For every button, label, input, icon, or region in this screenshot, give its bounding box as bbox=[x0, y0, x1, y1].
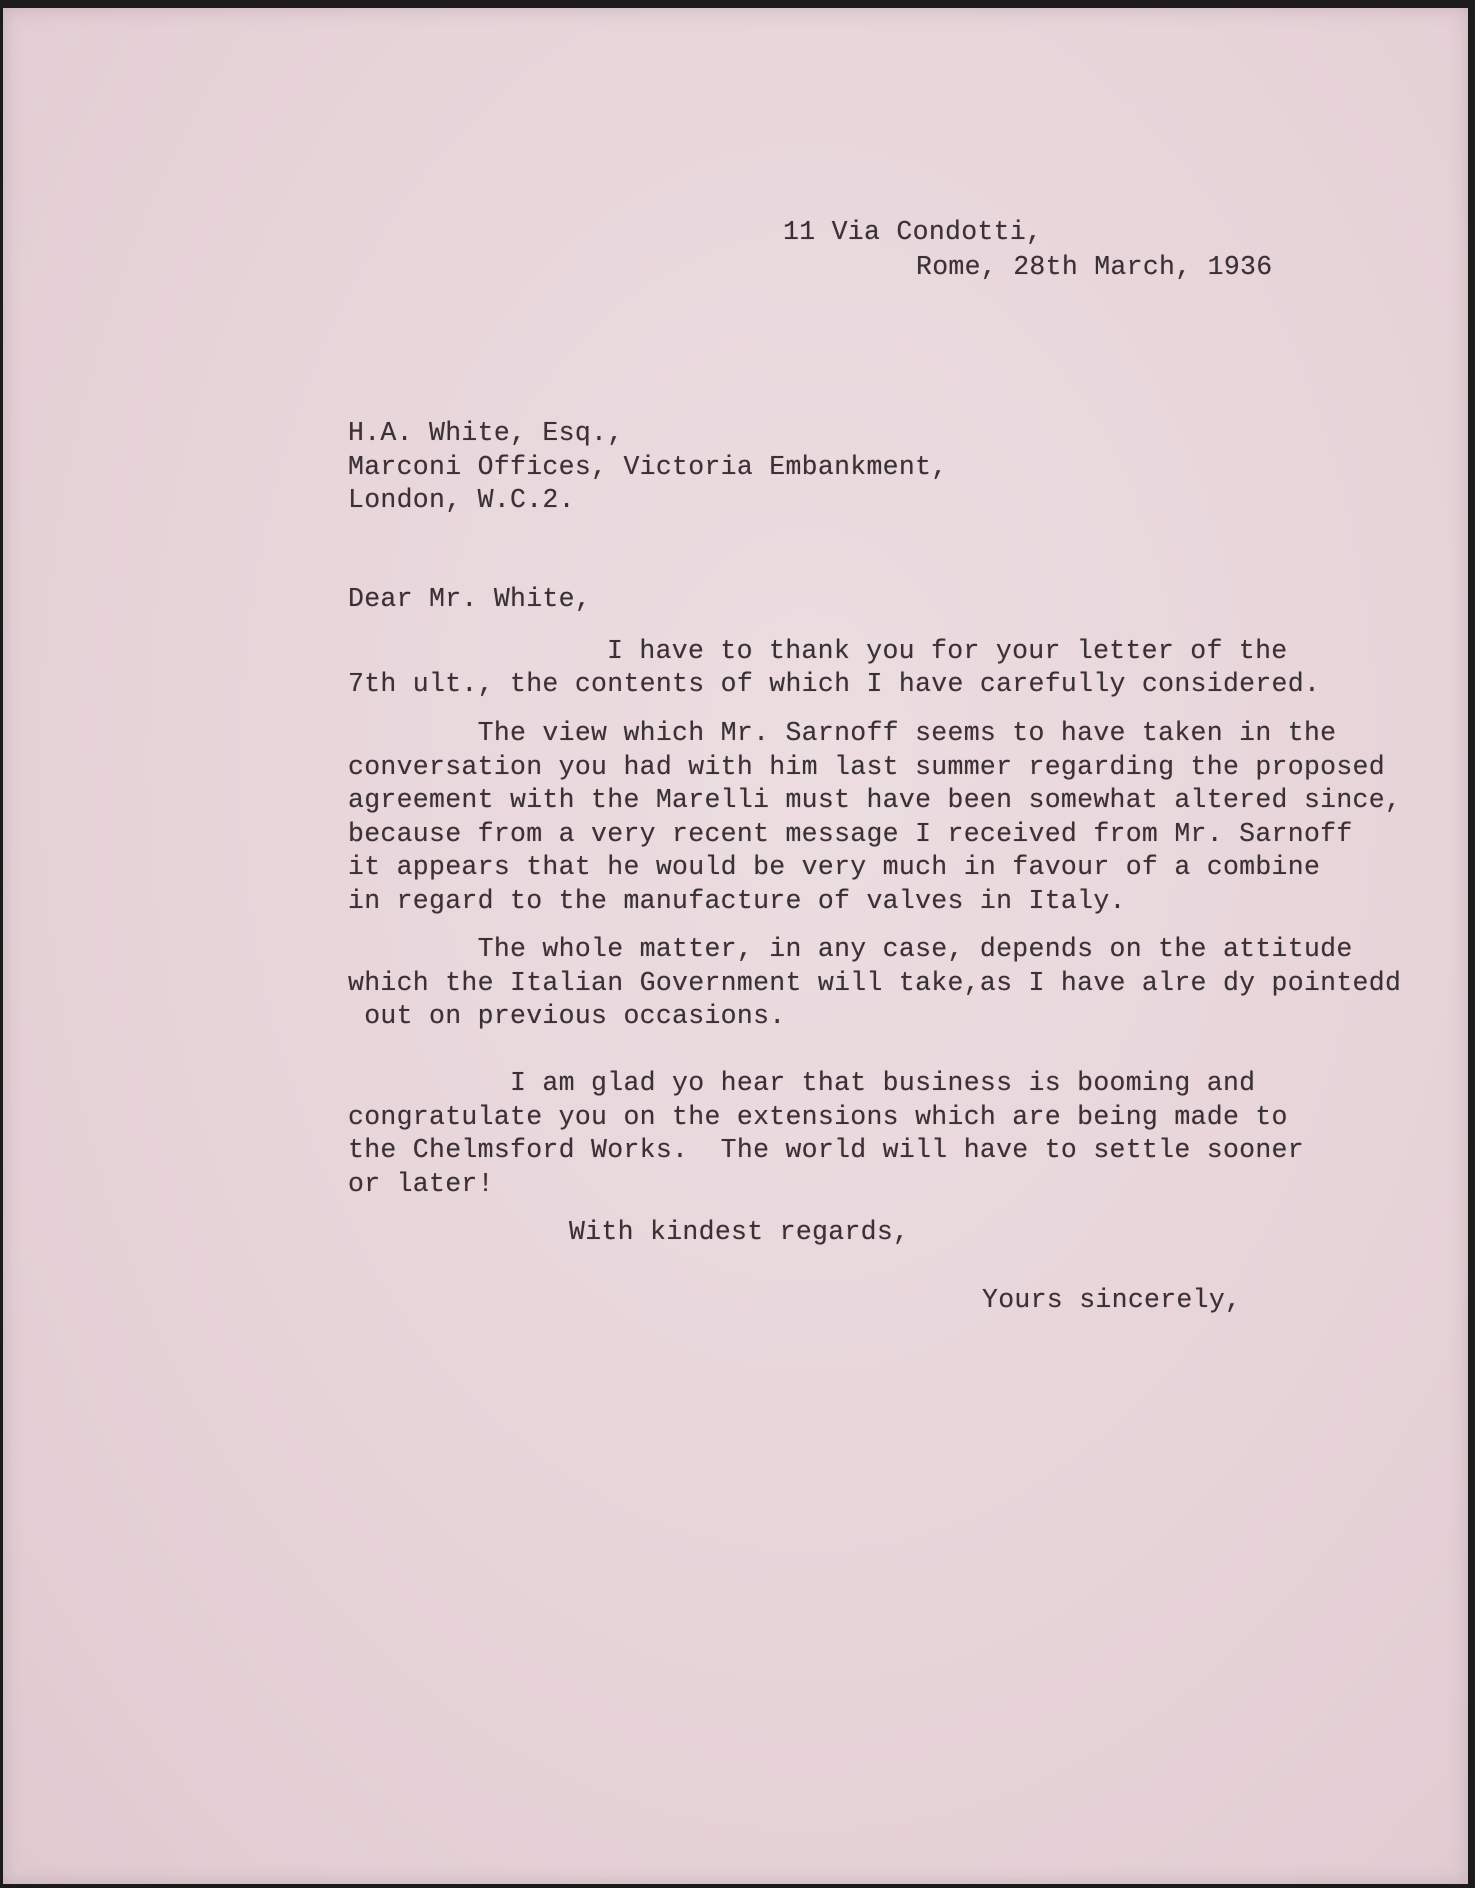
paragraph-line: The whole matter, in any case, depends on the attitude bbox=[348, 934, 1353, 964]
sender-address-date: Rome, 28th March, 1936 bbox=[916, 252, 1273, 282]
paragraph-3 bbox=[348, 933, 1401, 1034]
closing: With kindest regards, bbox=[569, 1217, 910, 1247]
paragraph-line: because from a very recent message I received from Mr. Sarnoff bbox=[348, 818, 1353, 849]
letter-page bbox=[3, 8, 1468, 1884]
paragraph-4 bbox=[348, 1067, 1304, 1201]
paragraph-line: it appears that he would be very much in favour of a combine bbox=[348, 852, 1321, 882]
paragraph-1-line-1: I have to thank you for your letter of the bbox=[607, 636, 1288, 666]
paragraph-line: The view which Mr. Sarnoff seems to have taken in the bbox=[348, 718, 1337, 748]
recipient-office: Marconi Offices, Victoria Embankment, bbox=[348, 451, 948, 482]
paragraph-2 bbox=[348, 717, 1401, 918]
signoff: Yours sincerely, bbox=[982, 1285, 1242, 1315]
recipient-city: London, W.C.2. bbox=[348, 485, 575, 515]
paragraph-line: conversation you had with him last summer regarding the proposed bbox=[348, 751, 1385, 782]
paragraph-1-line-2: 7th ult., the contents of which I have carefully considered. bbox=[348, 669, 1321, 699]
paragraph-line: I am glad yo hear that business is booming and bbox=[348, 1068, 1256, 1098]
paragraph-line: or later! bbox=[348, 1168, 494, 1199]
paragraph-line: the Chelmsford Works. The world will have to settle sooner bbox=[348, 1135, 1304, 1165]
paragraph-line: in regard to the manufacture of valves in Italy. bbox=[348, 885, 1126, 916]
salutation: Dear Mr. White, bbox=[348, 584, 592, 614]
paragraph-line: agreement with the Marelli must have been somewhat altered since, bbox=[348, 785, 1402, 815]
recipient-name: H.A. White, Esq., bbox=[348, 418, 624, 448]
recipient-address bbox=[348, 417, 948, 518]
paragraph-line: out on previous occasions. bbox=[348, 1001, 786, 1031]
paragraph-line: congratulate you on the extensions which are being made to bbox=[348, 1101, 1288, 1132]
sender-address-line1: 11 Via Condotti, bbox=[783, 217, 1043, 247]
paragraph-line: which the Italian Government will take,as I have alre dy pointedd bbox=[348, 967, 1402, 998]
